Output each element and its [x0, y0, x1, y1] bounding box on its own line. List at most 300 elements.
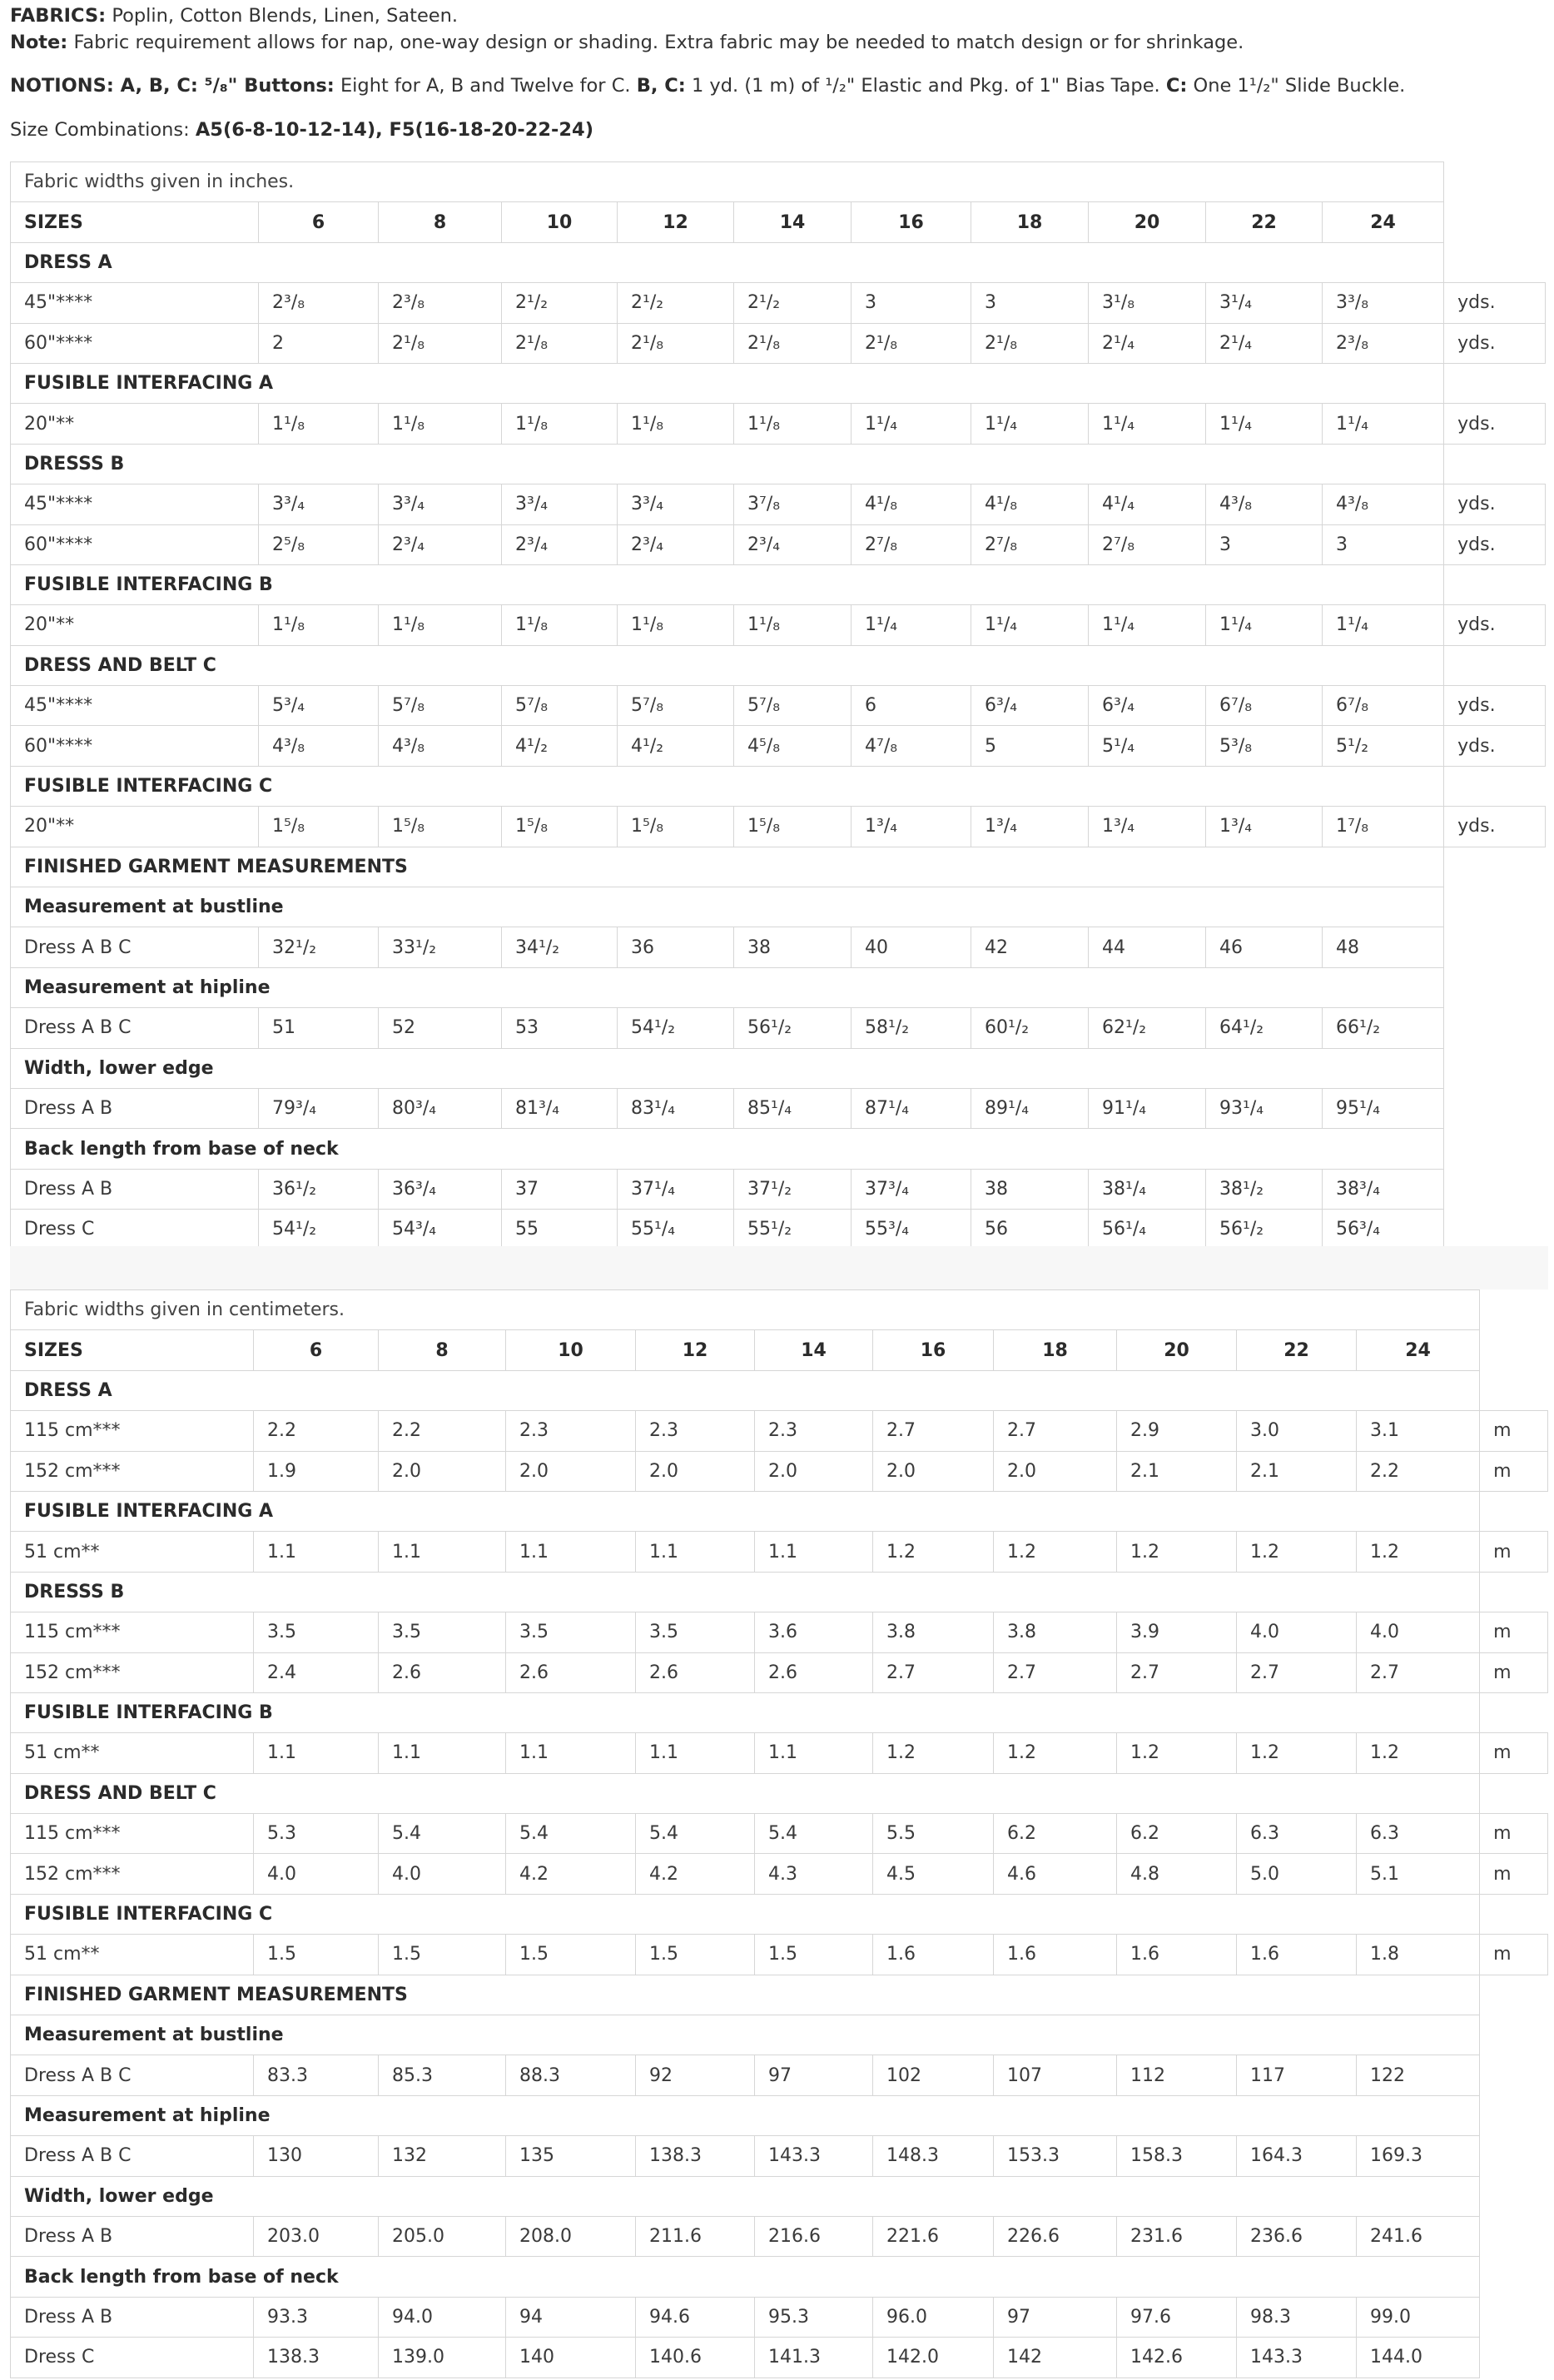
table-cell: 4.0	[1357, 1612, 1480, 1652]
section-label: Measurement at hipline	[11, 2095, 1480, 2135]
table-cell: 1¹/₄	[1089, 404, 1206, 444]
table-cell: 3.5	[636, 1612, 755, 1652]
size-combinations-label: Size Combinations:	[10, 119, 190, 141]
sizes-header-row	[11, 1330, 1548, 1370]
table-row	[11, 1814, 1548, 1854]
notions-bc-label: B, C:	[636, 75, 686, 97]
fabrics-text: Poplin, Cotton Blends, Linen, Sateen.	[112, 5, 459, 27]
table-cell: 36³/₄	[379, 1169, 502, 1209]
table-cell: 2.6	[636, 1652, 755, 1692]
row-label: 152 cm***	[11, 1854, 254, 1894]
section-label: DRESS AND BELT C	[11, 1773, 1480, 1813]
table-cell: 38	[971, 1169, 1089, 1209]
table-cell: 1¹/₄	[1089, 605, 1206, 645]
note-line	[10, 30, 1244, 55]
table-cell: 140.6	[636, 2338, 755, 2378]
table-cell: 1.6	[873, 1935, 994, 1975]
section-row	[11, 847, 1546, 887]
section-row	[11, 1692, 1548, 1732]
table-cell: 1.1	[506, 1532, 636, 1572]
section-row	[11, 766, 1546, 806]
table-cell: 6⁷/₈	[1323, 686, 1444, 726]
row-label: Dress C	[11, 1210, 259, 1250]
table-row	[11, 404, 1546, 444]
table-cell: 2¹/₄	[1206, 323, 1323, 363]
table-cell: 38	[734, 927, 851, 967]
table-row	[11, 323, 1546, 363]
section-row	[11, 1572, 1548, 1612]
blank-cell	[1480, 1572, 1548, 1612]
table-cell: 1¹/₈	[502, 404, 618, 444]
unit-cell: yds.	[1444, 484, 1546, 524]
table-separator	[10, 1246, 1548, 1289]
table-cell: 2³/₄	[379, 524, 502, 564]
table-cell: 55¹/₄	[618, 1210, 734, 1250]
table-cell: 1.1	[379, 1532, 506, 1572]
table-cell: 6.3	[1357, 1814, 1480, 1854]
table-cell: 141.3	[755, 2338, 873, 2378]
size-header-6: 6	[254, 1330, 379, 1370]
row-label: 20"**	[11, 807, 259, 847]
row-label: Dress A B C	[11, 2055, 254, 2095]
table-cell: 2¹/₈	[971, 323, 1089, 363]
table-cell: 2.3	[636, 1411, 755, 1451]
table-row	[11, 283, 1546, 323]
unit-cell: yds.	[1444, 686, 1546, 726]
size-header-10: 10	[502, 202, 618, 242]
table-cell: 4.8	[1117, 1854, 1237, 1894]
blank-cell	[1444, 645, 1546, 685]
table-cell: 36	[618, 927, 734, 967]
table-cell: 208.0	[506, 2216, 636, 2256]
table-cell: 1.2	[873, 1532, 994, 1572]
table-cell: 98.3	[1237, 2297, 1357, 2337]
table-cell: 2¹/₂	[618, 283, 734, 323]
unit-cell: yds.	[1444, 404, 1546, 444]
table-cell: 1⁵/₈	[734, 807, 851, 847]
size-header-18: 18	[994, 1330, 1117, 1370]
notions-text-3: One 1¹/₂" Slide Buckle.	[1193, 75, 1406, 97]
table-cell: 1.1	[755, 1733, 873, 1773]
table-cell: 2.7	[1117, 1652, 1237, 1692]
table-cell: 3¹/₈	[1089, 283, 1206, 323]
table-cell: 148.3	[873, 2136, 994, 2176]
table-cell: 1¹/₈	[259, 404, 379, 444]
table-cell: 2¹/₈	[851, 323, 971, 363]
table-row	[11, 1652, 1548, 1692]
blank-cell	[1480, 2176, 1548, 2216]
blank-cell	[1480, 1975, 1548, 2015]
blank-cell	[1480, 2136, 1548, 2176]
size-header-20: 20	[1117, 1330, 1237, 1370]
table-cell: 4.0	[254, 1854, 379, 1894]
row-label: Dress A B C	[11, 2136, 254, 2176]
table-cell: 2¹/₂	[734, 283, 851, 323]
table-cell: 95¹/₄	[1323, 1088, 1444, 1128]
size-header-24: 24	[1357, 1330, 1480, 1370]
table-cell: 112	[1117, 2055, 1237, 2095]
table-row	[11, 1451, 1548, 1491]
table-cell: 2.1	[1117, 1451, 1237, 1491]
unit-cell: m	[1480, 1814, 1548, 1854]
table-cell: 34¹/₂	[502, 927, 618, 967]
table-cell: 1.6	[994, 1935, 1117, 1975]
table-cell: 2.0	[873, 1451, 994, 1491]
table-cell: 3⁷/₈	[734, 484, 851, 524]
table-cell: 3.9	[1117, 1612, 1237, 1652]
section-label: FUSIBLE INTERFACING A	[11, 363, 1444, 403]
section-label: Measurement at bustline	[11, 887, 1444, 927]
blank-cell	[1444, 202, 1546, 242]
table-caption-row	[11, 1290, 1548, 1330]
table-cell: 1.2	[1117, 1532, 1237, 1572]
table-cell: 56³/₄	[1323, 1210, 1444, 1250]
table-cell: 3	[1323, 524, 1444, 564]
section-label: Back length from base of neck	[11, 1129, 1444, 1169]
row-label: 115 cm***	[11, 1612, 254, 1652]
section-row	[11, 564, 1546, 604]
notions-text-2: 1 yd. (1 m) of ¹/₂" Elastic and Pkg. of 1" Bias Tape.	[691, 75, 1160, 97]
table-cell: 2¹/₈	[502, 323, 618, 363]
table-cell: 5⁷/₈	[502, 686, 618, 726]
table-cell: 87¹/₄	[851, 1088, 971, 1128]
unit-cell: m	[1480, 1411, 1548, 1451]
table-row	[11, 1532, 1548, 1572]
table-cell: 60¹/₂	[971, 1008, 1089, 1048]
table-cell: 37	[502, 1169, 618, 1209]
unit-cell: m	[1480, 1451, 1548, 1491]
table-row	[11, 1612, 1548, 1652]
table-cell: 216.6	[755, 2216, 873, 2256]
table-cell: 1.1	[506, 1733, 636, 1773]
section-row	[11, 1048, 1546, 1088]
table-row	[11, 2216, 1548, 2256]
section-row	[11, 2257, 1548, 2297]
table-cell: 3.1	[1357, 1411, 1480, 1451]
table-row	[11, 1733, 1548, 1773]
blank-cell	[1480, 1894, 1548, 1934]
table-cell: 1¹/₈	[259, 605, 379, 645]
table-cell: 6	[851, 686, 971, 726]
table-cell: 4.5	[873, 1854, 994, 1894]
table-cell: 1¹/₄	[971, 605, 1089, 645]
blank-cell	[1444, 444, 1546, 484]
table-cell: 64¹/₂	[1206, 1008, 1323, 1048]
table-cell: 97	[994, 2297, 1117, 2337]
size-header-24: 24	[1323, 202, 1444, 242]
table-cell: 1¹/₄	[971, 404, 1089, 444]
blank-cell	[1480, 2216, 1548, 2256]
table-row	[11, 2136, 1548, 2176]
table-cell: 55	[502, 1210, 618, 1250]
table-cell: 3	[1206, 524, 1323, 564]
table-cell: 4¹/₈	[971, 484, 1089, 524]
table-cell: 5.0	[1237, 1854, 1357, 1894]
table-cell: 89¹/₄	[971, 1088, 1089, 1128]
section-row	[11, 242, 1546, 282]
table-cell: 221.6	[873, 2216, 994, 2256]
table-cell: 1.5	[636, 1935, 755, 1975]
table-cell: 3³/₈	[1323, 283, 1444, 323]
note-label: Note:	[10, 32, 68, 53]
unit-cell: m	[1480, 1612, 1548, 1652]
table-cell: 2¹/₈	[379, 323, 502, 363]
blank-cell	[1480, 1370, 1548, 1410]
section-row	[11, 2176, 1548, 2216]
inches-table	[10, 161, 1546, 1250]
table-cell: 2⁵/₈	[259, 524, 379, 564]
table-cell: 135	[506, 2136, 636, 2176]
sizes-header-label: SIZES	[11, 202, 259, 242]
table-row	[11, 1935, 1548, 1975]
table-cell: 1.1	[254, 1733, 379, 1773]
table-cell: 138.3	[636, 2136, 755, 2176]
table-cell: 1⁵/₈	[618, 807, 734, 847]
table-cell: 142.0	[873, 2338, 994, 2378]
table-cell: 2.2	[1357, 1451, 1480, 1491]
table-cell: 169.3	[1357, 2136, 1480, 2176]
notions-text-1: Eight for A, B and Twelve for C.	[340, 75, 631, 97]
row-label: 51 cm**	[11, 1733, 254, 1773]
size-header-8: 8	[379, 1330, 506, 1370]
table-cell: 5.4	[379, 1814, 506, 1854]
table-cell: 1.2	[1237, 1532, 1357, 1572]
table-cell: 1⁷/₈	[1323, 807, 1444, 847]
table-cell: 1.2	[994, 1733, 1117, 1773]
table-cell: 5	[971, 726, 1089, 766]
table-row	[11, 2297, 1548, 2337]
section-row	[11, 363, 1546, 403]
table-cell: 88.3	[506, 2055, 636, 2095]
blank-cell	[1480, 1491, 1548, 1531]
row-label: 45"****	[11, 484, 259, 524]
size-header-12: 12	[636, 1330, 755, 1370]
table-cell: 85.3	[379, 2055, 506, 2095]
table-cell: 1³/₄	[851, 807, 971, 847]
table-cell: 1.1	[636, 1532, 755, 1572]
unit-cell: m	[1480, 1854, 1548, 1894]
note-text: Fabric requirement allows for nap, one-way design or shading. Extra fabric may be needed to match design or for shrinkage.	[73, 32, 1244, 53]
size-header-8: 8	[379, 202, 502, 242]
section-row	[11, 1894, 1548, 1934]
table-cell: 1.2	[1357, 1733, 1480, 1773]
table-cell: 2.7	[994, 1411, 1117, 1451]
fabrics-line	[10, 3, 458, 28]
table-cell: 56	[971, 1210, 1089, 1250]
table-cell: 81³/₄	[502, 1088, 618, 1128]
table-cell: 5.1	[1357, 1854, 1480, 1894]
table-cell: 58¹/₂	[851, 1008, 971, 1048]
table-cell: 56¹/₂	[1206, 1210, 1323, 1250]
table-cell: 91¹/₄	[1089, 1088, 1206, 1128]
table-cell: 93.3	[254, 2297, 379, 2337]
table-cell: 117	[1237, 2055, 1357, 2095]
section-label: Measurement at hipline	[11, 967, 1444, 1007]
table-cell: 1.5	[506, 1935, 636, 1975]
blank-cell	[1480, 2055, 1548, 2095]
table-cell: 1.8	[1357, 1935, 1480, 1975]
table-cell: 2¹/₂	[502, 283, 618, 323]
table-cell: 107	[994, 2055, 1117, 2095]
table-row	[11, 2055, 1548, 2095]
blank-cell	[1444, 1088, 1546, 1128]
table-cell: 51	[259, 1008, 379, 1048]
table-cell: 3³/₄	[259, 484, 379, 524]
blank-cell	[1480, 2297, 1548, 2337]
blank-cell	[1444, 1169, 1546, 1209]
table-cell: 4³/₈	[1206, 484, 1323, 524]
table-cell: 4.6	[994, 1854, 1117, 1894]
table-cell: 6³/₄	[971, 686, 1089, 726]
blank-cell	[1480, 1692, 1548, 1732]
table-cell: 1.5	[755, 1935, 873, 1975]
table-caption-row	[11, 162, 1546, 202]
table-cell: 130	[254, 2136, 379, 2176]
size-header-16: 16	[851, 202, 971, 242]
table-cell: 3.5	[379, 1612, 506, 1652]
section-label: DRESSS B	[11, 1572, 1480, 1612]
table-cell: 2.2	[379, 1411, 506, 1451]
table-cell: 80³/₄	[379, 1088, 502, 1128]
table-cell: 1¹/₄	[1323, 605, 1444, 645]
table-cell: 4⁵/₈	[734, 726, 851, 766]
table-cell: 2.7	[1357, 1652, 1480, 1692]
unit-cell: yds.	[1444, 605, 1546, 645]
table-cell: 2.7	[873, 1652, 994, 1692]
table-cell: 96.0	[873, 2297, 994, 2337]
table-cell: 102	[873, 2055, 994, 2095]
blank-cell	[1480, 1773, 1548, 1813]
table-row	[11, 807, 1546, 847]
table-cell: 1¹/₄	[1323, 404, 1444, 444]
table-cell: 203.0	[254, 2216, 379, 2256]
table-cell: 158.3	[1117, 2136, 1237, 2176]
table-cell: 2⁷/₈	[1089, 524, 1206, 564]
table-cell: 2¹/₄	[1089, 323, 1206, 363]
table-cell: 54³/₄	[379, 1210, 502, 1250]
section-label: Width, lower edge	[11, 1048, 1444, 1088]
table-cell: 3	[851, 283, 971, 323]
table-cell: 93¹/₄	[1206, 1088, 1323, 1128]
table-cell: 5.3	[254, 1814, 379, 1854]
table-cell: 38¹/₄	[1089, 1169, 1206, 1209]
table-cell: 1⁵/₈	[379, 807, 502, 847]
blank-cell	[1444, 162, 1546, 202]
table-row	[11, 1008, 1546, 1048]
table-row	[11, 484, 1546, 524]
notions-label: NOTIONS: A, B, C: ⁵/₈" Buttons:	[10, 75, 335, 97]
table-row	[11, 605, 1546, 645]
table-cell: 2³/₄	[734, 524, 851, 564]
table-row	[11, 927, 1546, 967]
table-cell: 140	[506, 2338, 636, 2378]
blank-cell	[1444, 564, 1546, 604]
section-label: FUSIBLE INTERFACING C	[11, 766, 1444, 806]
size-header-6: 6	[259, 202, 379, 242]
table-cell: 79³/₄	[259, 1088, 379, 1128]
table-row	[11, 1854, 1548, 1894]
section-row	[11, 1975, 1548, 2015]
unit-cell: m	[1480, 1935, 1548, 1975]
table-cell: 4.0	[379, 1854, 506, 1894]
table-cell: 6³/₄	[1089, 686, 1206, 726]
size-header-12: 12	[618, 202, 734, 242]
table-row	[11, 1169, 1546, 1209]
table-caption: Fabric widths given in centimeters.	[11, 1290, 1480, 1330]
table-cell: 95.3	[755, 2297, 873, 2337]
table-row	[11, 1210, 1546, 1250]
table-cell: 2³/₈	[259, 283, 379, 323]
row-label: 115 cm***	[11, 1411, 254, 1451]
table-cell: 153.3	[994, 2136, 1117, 2176]
unit-cell: m	[1480, 1532, 1548, 1572]
table-cell: 56¹/₄	[1089, 1210, 1206, 1250]
table-cell: 2.0	[379, 1451, 506, 1491]
table-cell: 54¹/₂	[618, 1008, 734, 1048]
section-label: FUSIBLE INTERFACING B	[11, 564, 1444, 604]
table-cell: 4.2	[506, 1854, 636, 1894]
blank-cell	[1480, 1290, 1548, 1330]
table-cell: 2.0	[755, 1451, 873, 1491]
table-cell: 37³/₄	[851, 1169, 971, 1209]
blank-cell	[1480, 2257, 1548, 2297]
table-cell: 5³/₄	[259, 686, 379, 726]
unit-cell: m	[1480, 1652, 1548, 1692]
table-cell: 1.9	[254, 1451, 379, 1491]
row-label: 60"****	[11, 524, 259, 564]
table-cell: 4³/₈	[259, 726, 379, 766]
table-cell: 231.6	[1117, 2216, 1237, 2256]
table-cell: 94	[506, 2297, 636, 2337]
table-cell: 1¹/₄	[851, 404, 971, 444]
table-cell: 5.4	[636, 1814, 755, 1854]
fabrics-label: FABRICS:	[10, 5, 107, 27]
table-cell: 38¹/₂	[1206, 1169, 1323, 1209]
table-cell: 5.4	[506, 1814, 636, 1854]
sizes-header-label: SIZES	[11, 1330, 254, 1370]
unit-cell: yds.	[1444, 323, 1546, 363]
table-cell: 1¹/₄	[851, 605, 971, 645]
table-cell: 138.3	[254, 2338, 379, 2378]
section-label: FINISHED GARMENT MEASUREMENTS	[11, 1975, 1480, 2015]
table-cell: 2³/₄	[502, 524, 618, 564]
section-label: FINISHED GARMENT MEASUREMENTS	[11, 847, 1444, 887]
blank-cell	[1480, 2095, 1548, 2135]
size-header-14: 14	[734, 202, 851, 242]
table-cell: 2¹/₈	[618, 323, 734, 363]
table-cell: 1.1	[254, 1532, 379, 1572]
table-cell: 1¹/₈	[379, 605, 502, 645]
table-cell: 2⁷/₈	[851, 524, 971, 564]
section-label: DRESS A	[11, 1370, 1480, 1410]
table-cell: 1³/₄	[971, 807, 1089, 847]
table-cell: 33¹/₂	[379, 927, 502, 967]
row-label: Dress A B C	[11, 927, 259, 967]
table-cell: 54¹/₂	[259, 1210, 379, 1250]
notions-c-label: C:	[1165, 75, 1188, 97]
table-cell: 3³/₄	[502, 484, 618, 524]
section-label: DRESSS B	[11, 444, 1444, 484]
section-label: Width, lower edge	[11, 2176, 1480, 2216]
blank-cell	[1444, 887, 1546, 927]
table-cell: 1.6	[1237, 1935, 1357, 1975]
table-cell: 205.0	[379, 2216, 506, 2256]
table-cell: 5⁷/₈	[379, 686, 502, 726]
row-label: 152 cm***	[11, 1652, 254, 1692]
table-cell: 92	[636, 2055, 755, 2095]
size-header-20: 20	[1089, 202, 1206, 242]
table-cell: 83.3	[254, 2055, 379, 2095]
